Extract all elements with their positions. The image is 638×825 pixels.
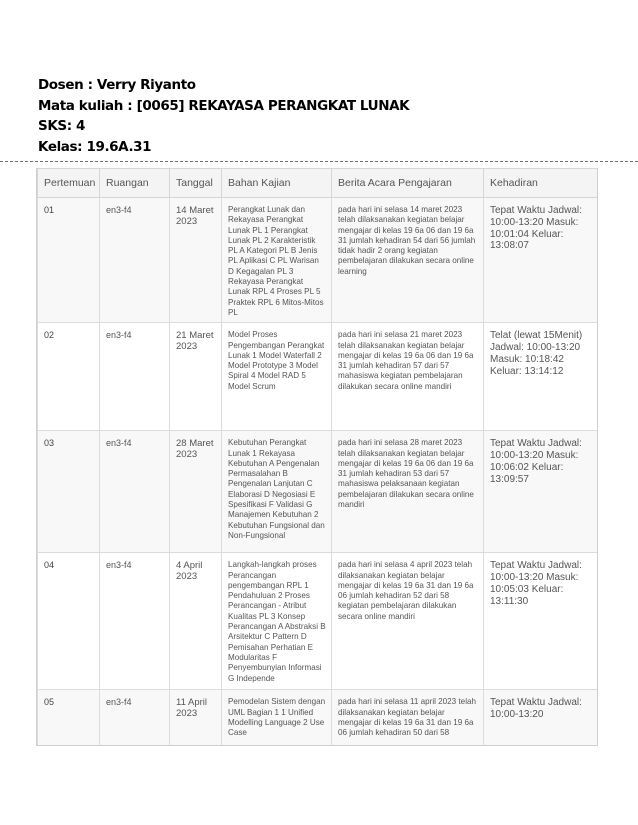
column-header-ruangan: Ruangan: [100, 169, 170, 198]
table-row: [38, 690, 598, 746]
attendance-table: [37, 168, 598, 746]
document-header: [38, 75, 409, 157]
dashed-divider: [0, 161, 638, 162]
cell-pertemuan: 03: [38, 431, 100, 553]
table-row: [38, 431, 598, 553]
cell-ruangan: en3-f4: [100, 198, 170, 323]
cell-tanggal: 14 Maret 2023: [170, 198, 222, 323]
cell-tanggal: 4 April 2023: [170, 553, 222, 690]
cell-berita-acara: pada hari ini selasa 4 april 2023 telah dilaksanakan kegiatan belajar mengajar di kelas 19 6a 31 dan 19 6a 06 jumlah kehadiran 52 dari 58 kegiatan pembelajaran dilakukan secara online mandiri: [332, 553, 484, 690]
class-code: Kelas: 19.6A.31: [38, 138, 152, 155]
table-row: [38, 553, 598, 690]
cell-berita-acara: pada hari ini selasa 28 maret 2023 telah dilaksanakan kegiatan belajar mengajar di kelas 19 6a 06 dan 19 6a 31 jumlah kehadiran 53 dari 57 mahasiswa pelaksanaan kegiatan pembelajaran dilakukan secara online mandiri: [332, 431, 484, 553]
table-row: [38, 198, 598, 323]
cell-kehadiran: Telat (lewat 15Menit) Jadwal: 10:00-13:20 Masuk: 10:18:42 Keluar: 13:14:12: [484, 323, 598, 431]
cell-bahan-kajian: Pemodelan Sistem dengan UML Bagian 1 1 Unified Modelling Language 2 Use Case: [222, 690, 332, 746]
cell-bahan-kajian: Model Proses Pengembangan Perangkat Lunak 1 Model Waterfall 2 Model Prototype 3 Model Spiral 4 Model RAD 5 Model Scrum: [222, 323, 332, 431]
lecturer-name: Dosen : Verry Riyanto: [38, 77, 196, 93]
cell-bahan-kajian: Perangkat Lunak dan Rekayasa Perangkat Lunak PL 1 Perangkat Lunak PL 2 Karakteristik PL A Kategori PL B Jenis PL Aplikasi C PL Warisan D Kegagalan PL 3 Rekayasa Perangkat Lunak RPL 4 Proses PL 5 Praktek RPL 6 Mitos-Mitos PL: [222, 198, 332, 323]
cell-ruangan: en3-f4: [100, 323, 170, 431]
column-header-berita-acara: Berita Acara Pengajaran: [332, 169, 484, 198]
cell-kehadiran: Tepat Waktu Jadwal: 10:00-13:20 Masuk: 10:05:03 Keluar: 13:11:30: [484, 553, 598, 690]
cell-tanggal: 11 April 2023: [170, 690, 222, 746]
cell-kehadiran: Tepat Waktu Jadwal: 10:00-13:20 Masuk: 10:01:04 Keluar: 13:08:07: [484, 198, 598, 323]
column-header-tanggal: Tanggal: [170, 169, 222, 198]
table-header-row: [38, 169, 598, 198]
cell-pertemuan: 04: [38, 553, 100, 690]
table-row: [38, 323, 598, 431]
cell-ruangan: en3-f4: [100, 553, 170, 690]
credit-units: SKS: 4: [38, 118, 85, 134]
cell-bahan-kajian: Kebutuhan Perangkat Lunak 1 Rekayasa Kebutuhan A Pengenalan Permasalahan B Pengenalan Lanjutan C Elaborasi D Negosiasi E Spesifikasi F Validasi G Manajemen Kebutuhan 2 Kebutuhan Fungsional dan Non-Fungsional: [222, 431, 332, 553]
course-name: Mata kuliah : [0065] REKAYASA PERANGKAT LUNAK: [38, 97, 410, 114]
cell-ruangan: en3-f4: [100, 431, 170, 553]
cell-pertemuan: 01: [38, 198, 100, 323]
cell-berita-acara: pada hari ini selasa 21 maret 2023 telah dilaksanakan kegiatan belajar mengajar di kelas 19 6a 06 dan 19 6a 31 jumlah kehadiran 57 dari 57 mahasiswa kegiatan pembelajaran dilakukan secara online mandiri: [332, 323, 484, 431]
attendance-table-container: [36, 168, 598, 746]
column-header-kehadiran: Kehadiran: [484, 169, 598, 198]
cell-pertemuan: 05: [38, 690, 100, 746]
cell-berita-acara: pada hari ini selasa 14 maret 2023 telah dilaksanakan kegiatan belajar mengajar di kelas 19 6a 06 dan 19 6a 31 jumlah kehadiran 54 dari 56 jumlah tidak hadir 2 orang kegiatan pembelajaran dilakukan secara online learning: [332, 198, 484, 323]
cell-tanggal: 21 Maret 2023: [170, 323, 222, 431]
cell-kehadiran: Tepat Waktu Jadwal: 10:00-13:20: [484, 690, 598, 746]
cell-ruangan: en3-f4: [100, 690, 170, 746]
cell-bahan-kajian: Langkah-langkah proses Perancangan pengembangan RPL 1 Pendahuluan 2 Proses Perancangan - Atribut Kualitas PL 3 Konsep Perancangan A Abstraksi B Arsitektur C Pattern D Pemisahan Perhatian E Modularitas F Penyembunyian Informasi G Independe: [222, 553, 332, 690]
cell-tanggal: 28 Maret 2023: [170, 431, 222, 553]
cell-pertemuan: 02: [38, 323, 100, 431]
cell-kehadiran: Tepat Waktu Jadwal: 10:00-13:20 Masuk: 10:06:02 Keluar: 13:09:57: [484, 431, 598, 553]
column-header-bahan-kajian: Bahan Kajian: [222, 169, 332, 198]
column-header-pertemuan: Pertemuan: [38, 169, 100, 198]
cell-berita-acara: pada hari ini selasa 11 april 2023 telah dilaksanakan kegiatan belajar mengajar di kelas 19 6a 31 dan 19 6a 06 jumlah kehadiran 50 dari 58: [332, 690, 484, 746]
